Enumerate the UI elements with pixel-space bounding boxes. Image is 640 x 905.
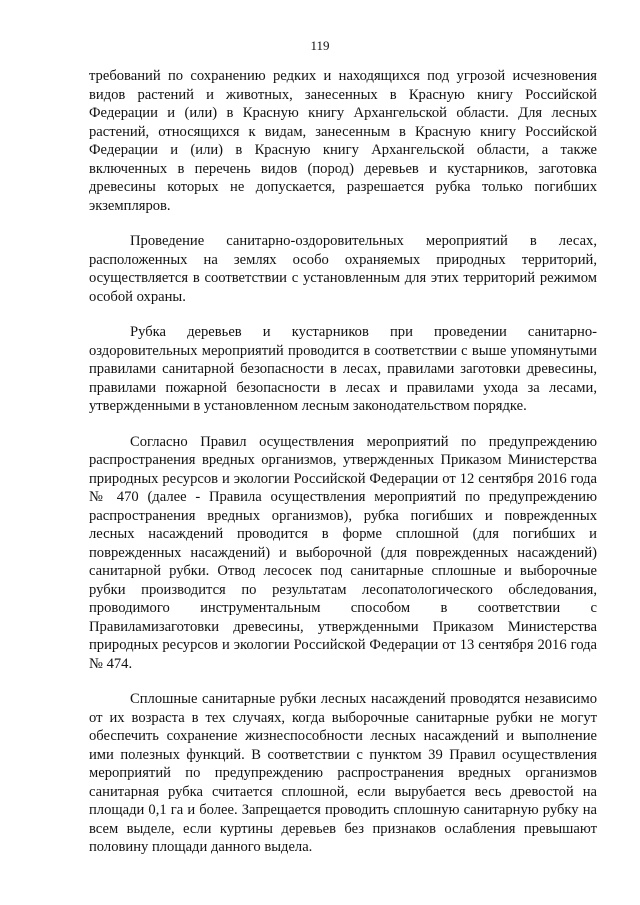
paragraph-continuation: требований по сохранению редких и находящихся под угрозой исчезновения видов растений и животных, занесенных в Красную книгу Российской Федерации и (или) в Красную книгу Архангельской области. Для лесных растений, относящихся к видам, занесенным в Красную книгу Российской Федерации и (или) в Красную книгу Архангельской области, а также включенных в перечень видов (пород) деревьев и кустарников, заготовка древесины которых не допускается, разрешается рубка только погибших экземпляров. [89, 68, 597, 214]
paragraph-protected-territories: Проведение санитарно-оздоровительных мероприятий в лесах, расположенных на землях особо охраняемых природных территорий, осуществляется в соответствии с установленным для этих территорий режимом особой охраны. [89, 233, 597, 305]
paragraph-clear-sanitary-felling: Сплошные санитарные рубки лесных насаждений проводятся независимо от их возраста в тех случаях, когда выборочные санитарные рубки не могут обеспечить сохранение жизнеспособности лесных насаждений и выполнение ими полезных функций. В соответствии с пунктом 39 Правил осуществления мероприятий по предупреждению распространения вредных организмов санитарная рубка считается сплошной, если вырубается весь древостой на площади 0,1 га и более. Запрещается проводить сплошную санитарную рубку на всем выделе, если куртины деревьев без признаков ослабления превышают половину площади данного выдела. [89, 691, 597, 855]
paragraph-pest-prevention-rules: Согласно Правил осуществления мероприятий по предупреждению распространения вредных организмов, утвержденных Приказом Министерства природных ресурсов и экологии Российской Федерации от 12 сентября 2016 года № 470 (далее - Правила осуществления мероприятий по предупреждению распространения вредных организмов), рубка погибших и поврежденных лесных насаждений проводится в форме сплошной (для погибших и поврежденных насаждений) и выборочной (для поврежденных насаждений) санитарной рубки. Отвод лесосек под санитарные сплошные и выборочные рубки производится по результатам лесопатологического обследования, проводимого инструментальным способом в соответствии с Правиламизаготовки древесины, утвержденными Приказом Министерства природных ресурсов и экологии Российской Федерации от 13 сентября 2016 года № 474. [89, 433, 597, 672]
document-body [89, 67, 597, 874]
paragraph-felling-rules: Рубка деревьев и кустарников при проведении санитарно-оздоровительных мероприятий проводится в соответствии с выше упомянутыми правилами санитарной безопасности в лесах, правилами заготовки древесины, правилами пожарной безопасности в лесах и правилами ухода за лесами, утвержденными в установленном лесным законодательством порядке. [89, 324, 597, 414]
page-number: 119 [310, 38, 330, 53]
